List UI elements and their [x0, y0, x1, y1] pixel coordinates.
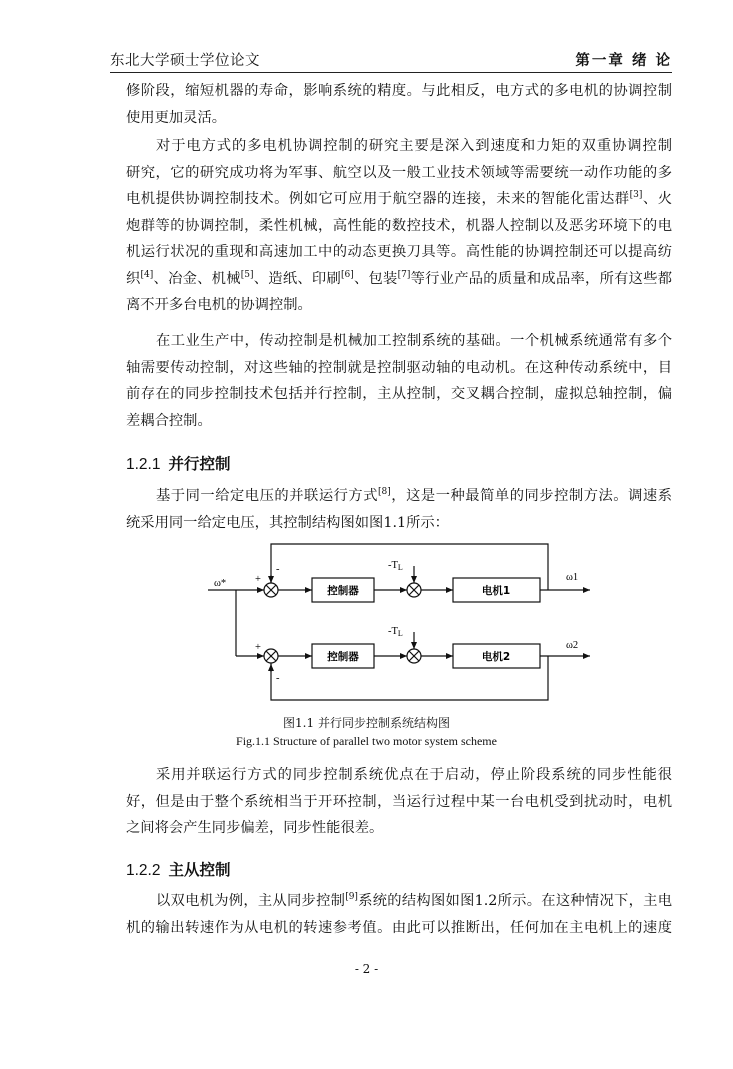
header-thesis-title: 东北大学硕士学位论文 [110, 53, 260, 69]
text-line: 对于电方式的多电机协调控制的研究主要是深入到速度和力矩的双重协调控制 [156, 138, 672, 154]
motor1-label: 电机1 [481, 585, 511, 597]
text-span: 基于同一给定电压的并联运行方式 [156, 488, 379, 504]
text-line-with-ref [126, 888, 672, 915]
input-omega-label: ω* [214, 578, 227, 589]
text-span: 织 [126, 270, 141, 287]
text-line: 好，但是由于整个系统相当于开环控制，当运行过程中某一台电机受到扰动时，电机 [126, 793, 672, 810]
text-line: 机的输出转速作为从电机的转速参考值。由此可以推断出，任何加在主电机上的速度 [126, 919, 672, 936]
plus-sign-bottom: + [255, 642, 261, 653]
text-line: 之间将会产生同步偏差，同步性能很差。 [126, 820, 384, 836]
page-number: - 2 - [354, 962, 379, 976]
plus-sign-top: + [255, 574, 261, 585]
paragraph-6 [126, 888, 672, 941]
output-omega2-label: ω2 [566, 640, 579, 651]
citation-ref: [6] [340, 269, 354, 280]
text-line: 差耦合控制。 [126, 412, 212, 429]
text-span: 等行业产品的质量和成品率，所有这些都 [410, 270, 673, 287]
minus-sign-bottom: - [276, 673, 280, 684]
minus-sign-top: - [276, 564, 280, 575]
text-line: 轴需要传动控制，对这些轴的控制就是控制驱动轴的电动机。在这种传动系统中，目 [126, 359, 672, 376]
section-title: 并行控制 [168, 454, 231, 473]
citation-ref: [4] [140, 269, 154, 280]
header-chapter-title: 第一章 绪 论 [575, 52, 672, 69]
figure-caption-en: Fig.1.1 Structure of parallel two motor system scheme [236, 734, 497, 748]
output-omega1-label: ω1 [566, 572, 579, 583]
text-span: 系统的结构图如图1.2所示。在这种情况下，主电 [357, 893, 672, 909]
controller-label-bottom: 控制器 [327, 651, 359, 663]
text-span: 、冶金、机械 [153, 270, 241, 287]
text-line: 前存在的同步控制技术包括并行控制，主从控制，交叉耦合控制，虚拟总轴控制，偏 [126, 386, 672, 402]
text-line: 机运行状况的重现和高速加工中的动态更换刀具等。高性能的协调控制还可以提高纺 [126, 244, 672, 260]
citation-ref: [3] [629, 190, 643, 201]
text-line: 采用并联运行方式的同步控制系统优点在于启动，停止阶段系统的同步性能很 [156, 767, 672, 783]
text-line: 统采用同一给定电压，其控制结构图如图1.1所示： [126, 514, 449, 531]
text-line: 使用更加灵活。 [126, 109, 227, 126]
section-number: 1.2.1 [126, 456, 161, 473]
text-line: 研究，它的研究成功将为军事、航空以及一般工业技术领域等需要统一动作功能的多 [126, 164, 672, 181]
paragraph-5 [126, 762, 672, 842]
section-number: 1.2.2 [126, 862, 161, 879]
text-span: ，这是一种最简单的同步控制方法。调速系 [390, 488, 673, 504]
figure-caption-cn: 图1.1 并行同步控制系统结构图 [283, 716, 450, 730]
motor2-label: 电机2 [481, 651, 511, 663]
text-line: 炮群等的协调控制，柔性机械，高性能的数控技术，机器人控制以及恶劣环境下的电 [126, 217, 672, 234]
citation-ref: [5] [240, 269, 254, 280]
citation-ref: [8] [378, 487, 391, 498]
citation-ref: [7] [397, 269, 411, 280]
text-span: 、包装 [353, 270, 398, 287]
text-line: 离不开多台电机的协调控制。 [126, 297, 312, 313]
controller-label-top: 控制器 [327, 585, 359, 597]
load-torque-label-bottom: -TL [388, 626, 403, 638]
text-span: 以双电机为例，主从同步控制 [156, 893, 346, 909]
section-heading-1-2-2 [126, 858, 231, 880]
citation-ref: [9] [345, 892, 358, 903]
load-torque-label-top: -TL [388, 560, 403, 572]
section-title: 主从控制 [168, 860, 231, 879]
text-line: 修阶段，缩短机器的寿命，影响系统的精度。与此相反，电方式的多电机的协调控制 [126, 83, 672, 99]
text-span: 电机提供协调控制技术。例如它可应用于航空器的连接，未来的智能化雷达群 [126, 191, 630, 207]
text-span: 、造纸、印刷 [253, 270, 341, 287]
text-span: 、火 [642, 191, 672, 207]
text-line: 在工业生产中，传动控制是机械加工控制系统的基础。一个机械系统通常有多个 [156, 333, 672, 349]
